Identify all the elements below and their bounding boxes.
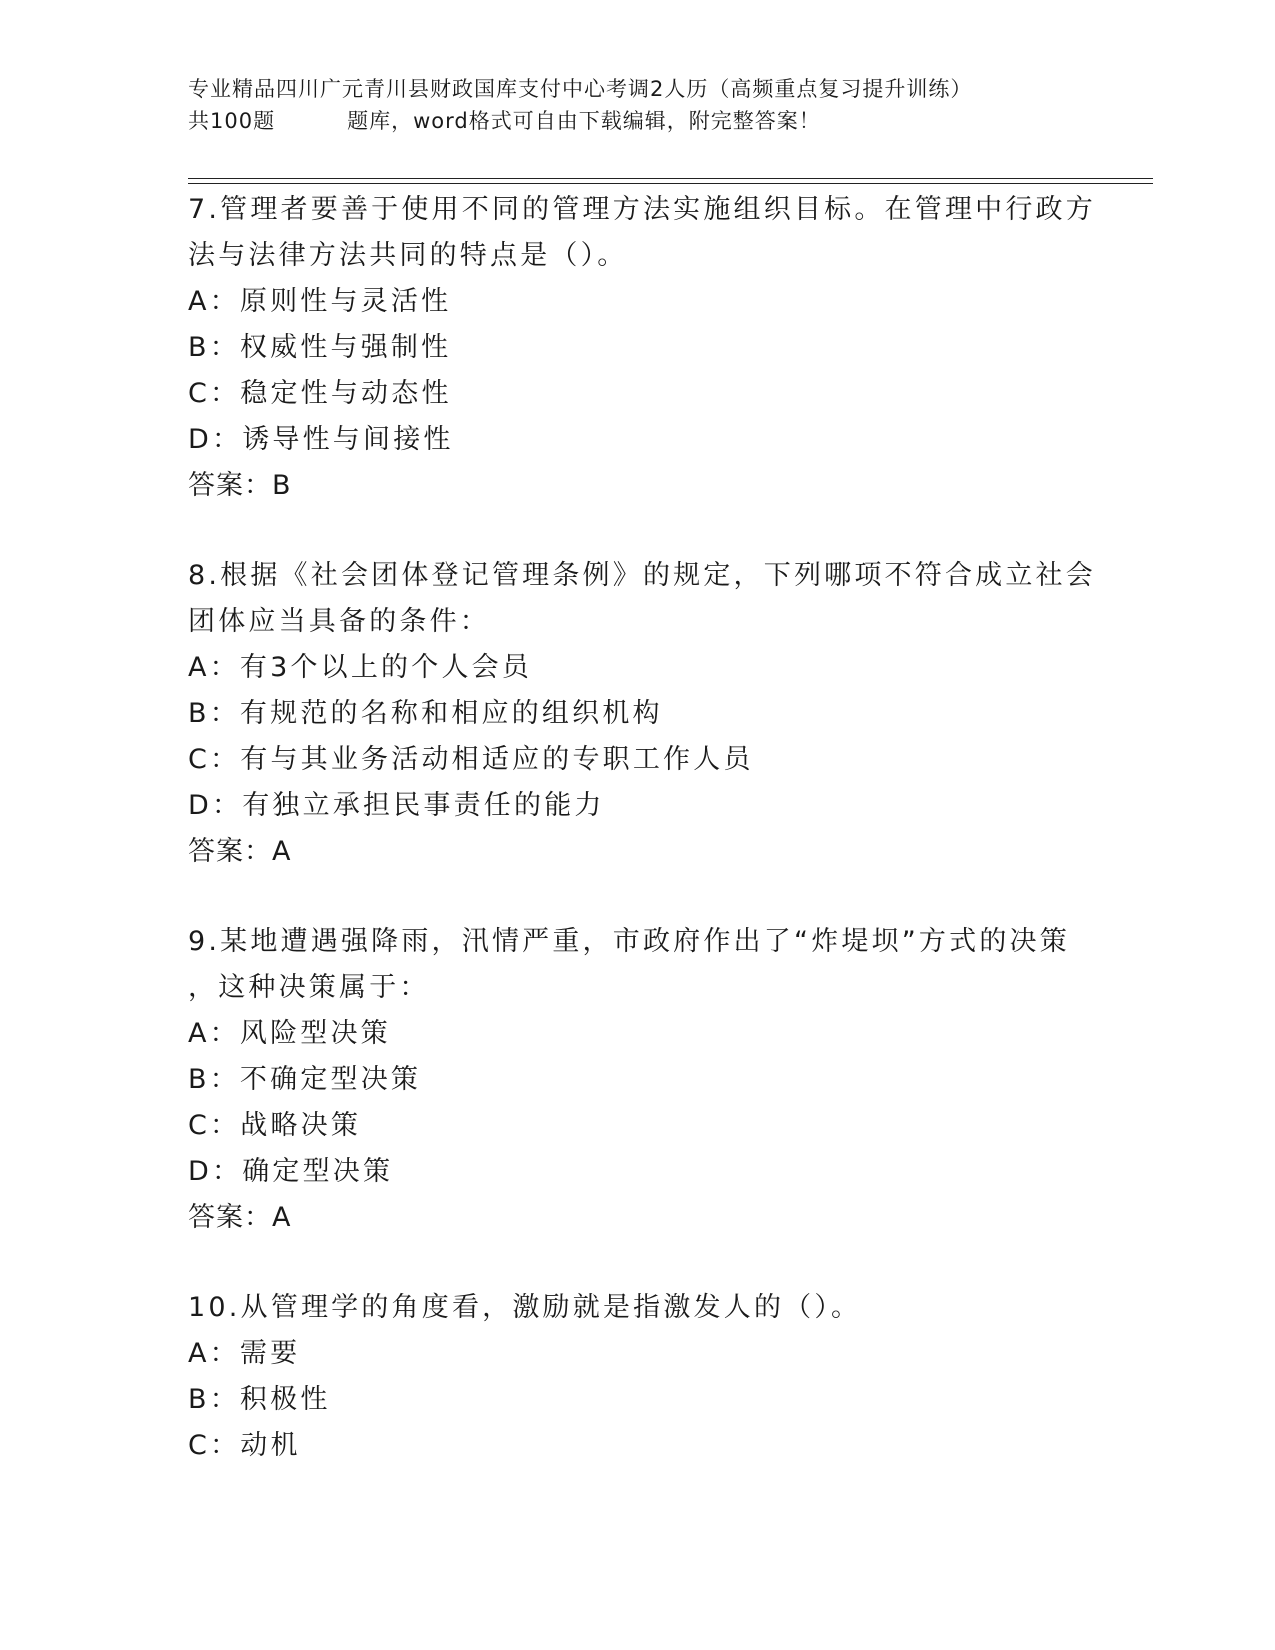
option-b: B：不确定型决策 bbox=[188, 1064, 422, 1095]
header-count: 共100题 bbox=[188, 109, 276, 133]
option-a: A：风险型决策 bbox=[188, 1018, 391, 1049]
question-text: 团体应当具备的条件： bbox=[188, 606, 490, 637]
option-c: C：战略决策 bbox=[188, 1110, 362, 1141]
header-note: 题库，word格式可自由下载编辑，附完整答案！ bbox=[347, 109, 821, 133]
answer-label: 答案：A bbox=[188, 836, 292, 867]
question-9 bbox=[188, 919, 1088, 1241]
question-8 bbox=[188, 553, 1096, 875]
option-b: B：权威性与强制性 bbox=[188, 332, 452, 363]
option-c: C：有与其业务活动相适应的专职工作人员 bbox=[188, 744, 754, 775]
answer-label: 答案：A bbox=[188, 1202, 292, 1233]
option-c: C：稳定性与动态性 bbox=[188, 378, 452, 409]
option-a: A：有3个以上的个人会员 bbox=[188, 652, 533, 683]
document-header bbox=[188, 73, 1088, 137]
header-subtitle bbox=[188, 105, 1088, 137]
header-divider-bottom bbox=[188, 183, 1153, 184]
answer-label: 答案：B bbox=[188, 470, 292, 501]
option-d: D：诱导性与间接性 bbox=[188, 424, 454, 455]
question-7 bbox=[188, 187, 1096, 509]
question-text: 7.管理者要善于使用不同的管理方法实施组织目标。在管理中行政方 bbox=[188, 194, 1096, 225]
question-text: 9.某地遭遇强降雨，汛情严重，市政府作出了“炸堤坝”方式的决策 bbox=[188, 926, 1070, 957]
header-title: 专业精品四川广元青川县财政国库支付中心考调2人历（高频重点复习提升训练） bbox=[188, 77, 973, 101]
option-a: A：需要 bbox=[188, 1338, 301, 1369]
option-c: C：动机 bbox=[188, 1430, 301, 1461]
option-d: D：有独立承担民事责任的能力 bbox=[188, 790, 605, 821]
question-text: 法与法律方法共同的特点是（）。 bbox=[188, 240, 628, 271]
header-divider-top bbox=[188, 178, 1153, 179]
question-list bbox=[188, 187, 1096, 1513]
option-b: B：积极性 bbox=[188, 1384, 331, 1415]
question-text: ，这种决策属于： bbox=[188, 972, 430, 1003]
question-text: 8.根据《社会团体登记管理条例》的规定，下列哪项不符合成立社会 bbox=[188, 560, 1096, 591]
question-text: 10.从管理学的角度看，激励就是指激发人的（）。 bbox=[188, 1292, 862, 1323]
question-10 bbox=[188, 1285, 1088, 1469]
option-d: D：确定型决策 bbox=[188, 1156, 394, 1187]
option-a: A：原则性与灵活性 bbox=[188, 286, 452, 317]
option-b: B：有规范的名称和相应的组织机构 bbox=[188, 698, 663, 729]
